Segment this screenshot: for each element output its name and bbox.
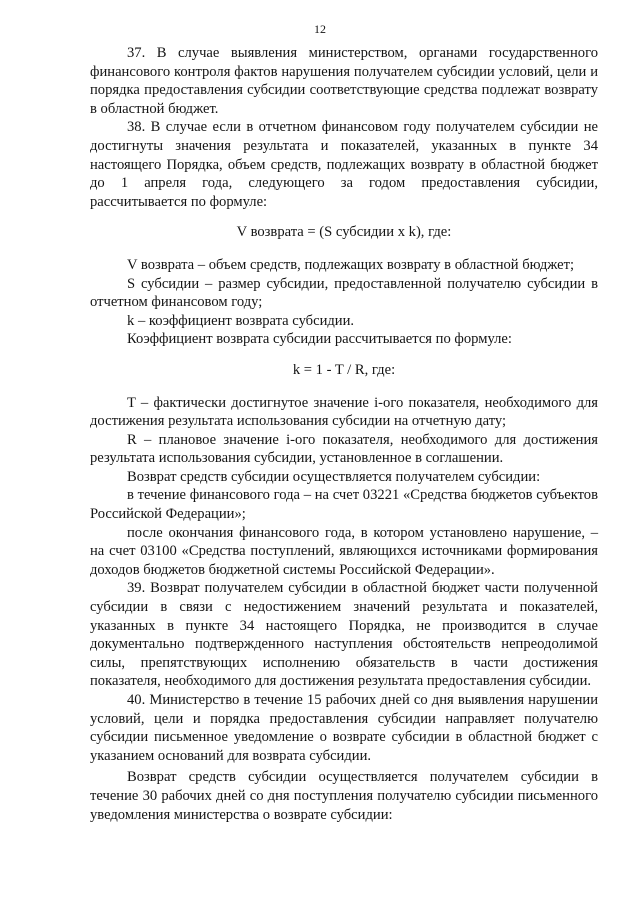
document-body	[90, 44, 598, 824]
paragraph-40: 40. Министерство в течение 15 рабочих дней со дня выявления нарушении условий, цели и порядка предоставления субсидии направляет получателю субсидии письменное уведомление о возврате субсидии в областной бюджет с указанием оснований для возврата субсидии.	[90, 692, 598, 764]
paragraph-38: 38. В случае если в отчетном финансовом году получателем субсидии не достигнуты значения результата и показателей, указанных в пункте 34 настоящего Порядка, объем средств, подлежащих возврату в областной бюджет до 1 апреля года, следующего за годом предоставления субсидии, рассчитывается по формуле:	[90, 119, 598, 210]
refund-intro: Возврат средств субсидии осуществляется получателем субсидии:	[127, 468, 541, 485]
refund-after-year: после окончания финансового года, в котором установлено нарушение, – на счет 03100 «Средства поступлений, являющихся источниками формирования доходов бюджетов бюджетной системы Российской Федерации».	[90, 524, 598, 578]
definition-v-return: V возврата – объем средств, подлежащих возврату в областной бюджет;	[127, 256, 575, 273]
page-number: 12	[314, 22, 326, 36]
definition-t: T – фактически достигнутое значение i-ого показателя, необходимого для достижения результата использования субсидии на отчетную дату;	[90, 394, 598, 430]
definition-k: k – коэффициент возврата субсидии.	[127, 312, 355, 329]
paragraph-37: 37. В случае выявления министерством, органами государственного финансового контроля фактов нарушения получателем субсидии условий, цели и порядка предоставления субсидии соответствующие средства подлежат возврату в областной бюджет.	[90, 45, 598, 117]
refund-during-year: в течение финансового года – на счет 03221 «Средства бюджетов субъектов Российской Федерации»;	[90, 487, 598, 523]
definition-s-subsidy: S субсидии – размер субсидии, предоставленной получателю субсидии в отчетном финансовом году;	[90, 275, 598, 311]
definition-r: R – плановое значение i-ого показателя, необходимого для достижения результата использования субсидии, установленное в соглашении.	[90, 431, 598, 467]
coefficient-intro: Коэффициент возврата субсидии рассчитывается по формуле:	[127, 331, 512, 348]
formula-v-return: V возврата = (S субсидии x k), где:	[236, 224, 452, 241]
formula-k: k = 1 - T / R, где:	[292, 361, 396, 378]
paragraph-39: 39. Возврат получателем субсидии в областной бюджет части полученной субсидии в связи с недостижением значений результата и показателей, указанных в пункте 34 настоящего Порядка, не производится в случае документально подтвержденного наступления обстоятельств непреодолимой силы, препятствующих исполнению обязательств в части достижения показателя, необходимого для достижения результата предоставления субсидии.	[90, 580, 598, 690]
refund-term: Возврат средств субсидии осуществляется получателем субсидии в течение 30 рабочих дней со дня поступления получателю субсидии письменного уведомления министерства о возврате субсидии:	[90, 769, 598, 823]
